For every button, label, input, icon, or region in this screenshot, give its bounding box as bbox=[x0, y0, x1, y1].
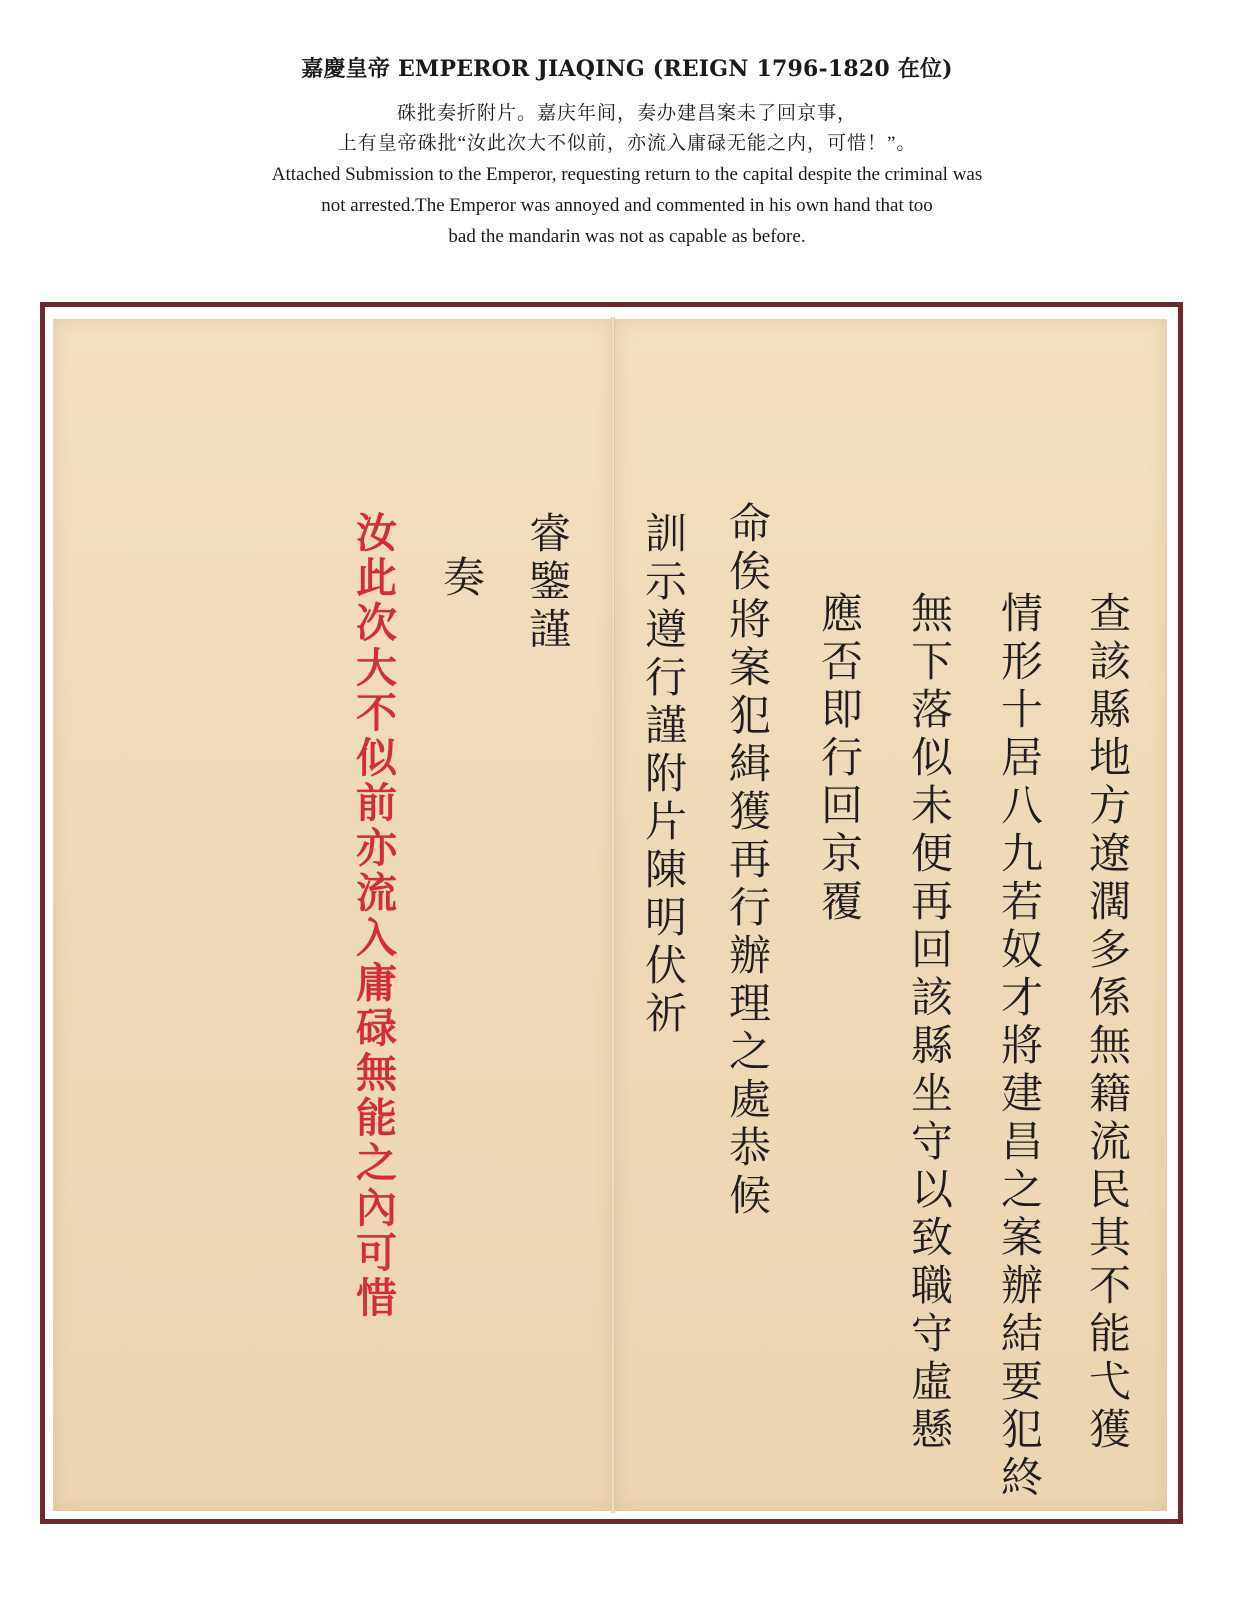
caption-chinese-line-1: 硃批奏折附片。嘉庆年间，奏办建昌案未了回京事， bbox=[396, 103, 857, 124]
document-frame bbox=[40, 302, 1183, 1524]
caption-english-line-2: not arrested.The Emperor was annoyed and commented in his own hand that too bbox=[321, 195, 933, 216]
caption-english-line-3: bad the mandarin was not as capable as before. bbox=[448, 226, 806, 247]
left-column-1: 睿鑒謹 bbox=[523, 511, 572, 655]
vermilion-imperial-rescript: 汝此次大不似前亦流入庸碌無能之內可惜 bbox=[349, 511, 397, 1321]
right-column-4: 應否即行回京覆 bbox=[815, 591, 864, 927]
right-column-3: 無下落似未便再回該縣坐守以致職守虛懸 bbox=[905, 591, 954, 1455]
right-column-5: 命俟將案犯緝獲再行辦理之處恭候 bbox=[723, 501, 772, 1221]
caption-title: 嘉慶皇帝 EMPEROR JIAQING (REIGN 1796-1820 在位) bbox=[301, 56, 953, 82]
caption-english-line-1: Attached Submission to the Emperor, requesting return to the capital despite the criminal was bbox=[271, 164, 983, 185]
right-column-1: 查該縣地方遼濶多係無籍流民其不能弋獲 bbox=[1083, 591, 1132, 1455]
left-column-2: 奏 bbox=[437, 555, 486, 603]
caption-chinese-line-2: 上有皇帝硃批“汝此次大不似前，亦流入庸碌无能之内，可惜！”。 bbox=[337, 133, 917, 154]
right-column-6: 訓示遵行謹附片陳明伏祈 bbox=[639, 511, 688, 1039]
right-column-2: 情形十居八九若奴才將建昌之案辦結要犯終 bbox=[995, 591, 1044, 1503]
left-page bbox=[53, 319, 613, 1511]
right-page bbox=[615, 319, 1167, 1511]
